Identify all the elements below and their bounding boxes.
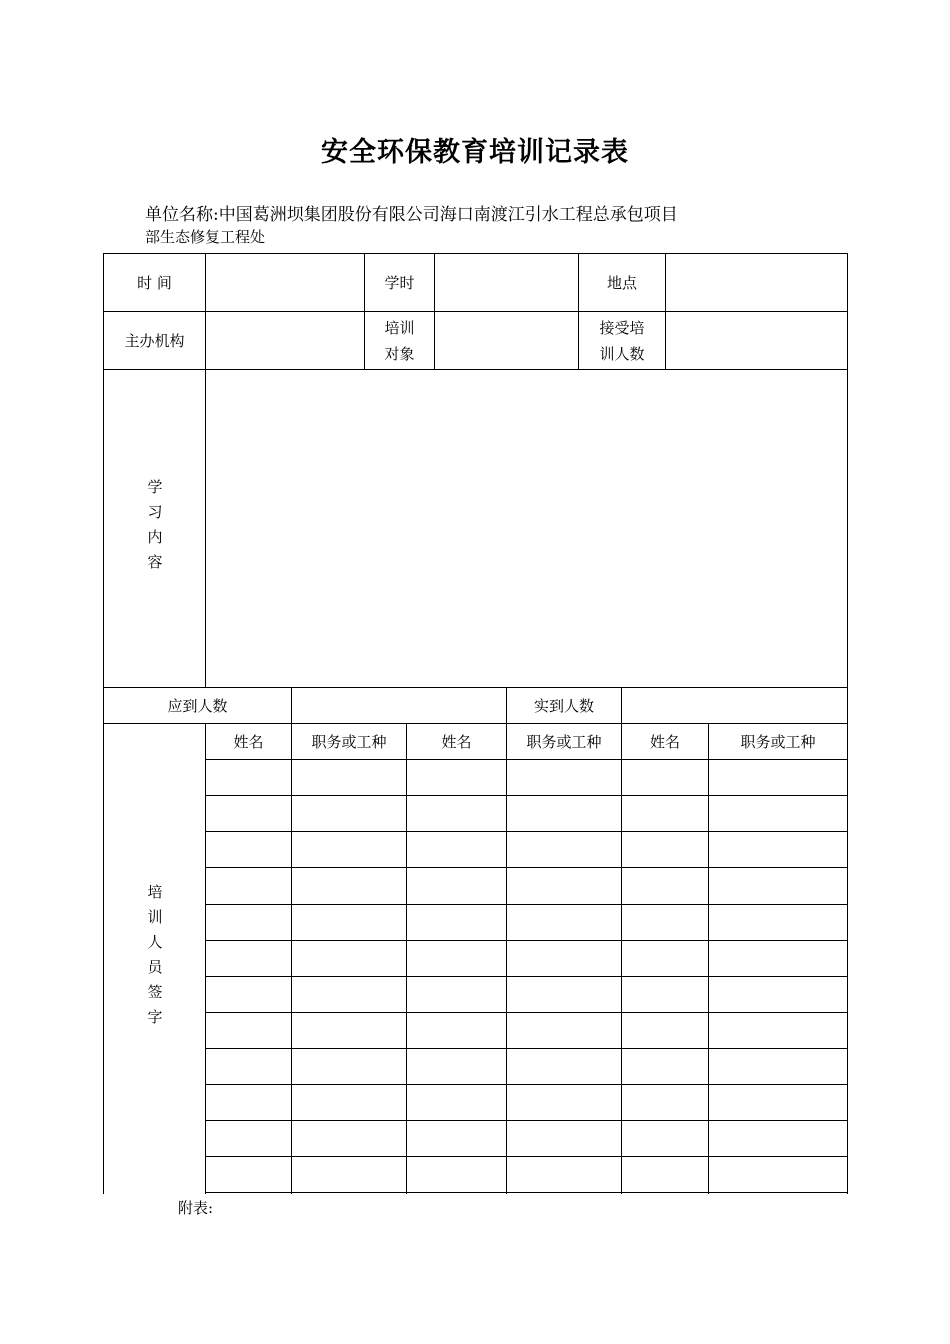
label-target-line-2: 对象 (384, 344, 415, 363)
sign-header-4: 职务或工种 (526, 732, 602, 751)
label-content (104, 370, 205, 687)
name-cell[interactable] (622, 832, 708, 867)
position-cell[interactable] (709, 1013, 847, 1048)
position-cell[interactable] (507, 796, 621, 831)
position-cell[interactable] (292, 941, 406, 976)
sign-header-3: 姓名 (441, 732, 472, 751)
name-cell[interactable] (407, 1121, 506, 1156)
position-cell[interactable] (507, 760, 621, 795)
position-cell[interactable] (709, 941, 847, 976)
name-cell[interactable] (206, 760, 291, 795)
organizer-value-cell[interactable] (206, 312, 364, 369)
label-time: 时 间 (137, 273, 172, 292)
name-cell[interactable] (407, 905, 506, 940)
name-cell[interactable] (622, 1085, 708, 1120)
label-content-text: 学习内容 (145, 478, 164, 579)
name-cell[interactable] (206, 941, 291, 976)
name-cell[interactable] (206, 796, 291, 831)
name-cell[interactable] (206, 1049, 291, 1084)
name-cell[interactable] (622, 796, 708, 831)
position-cell[interactable] (709, 1157, 847, 1192)
trainees-value-cell[interactable] (666, 312, 847, 369)
name-cell[interactable] (622, 1013, 708, 1048)
position-cell[interactable] (292, 868, 406, 903)
position-cell[interactable] (709, 868, 847, 903)
name-cell[interactable] (206, 868, 291, 903)
position-cell[interactable] (292, 796, 406, 831)
name-cell[interactable] (206, 832, 291, 867)
name-cell[interactable] (622, 977, 708, 1012)
name-cell[interactable] (407, 1013, 506, 1048)
position-cell[interactable] (709, 760, 847, 795)
actual-value-cell[interactable] (622, 688, 847, 723)
position-cell[interactable] (292, 760, 406, 795)
unit-name (145, 202, 785, 246)
position-cell[interactable] (709, 1121, 847, 1156)
position-cell[interactable] (507, 832, 621, 867)
name-cell[interactable] (206, 1157, 291, 1192)
label-target-line-1: 培训 (384, 318, 415, 337)
name-cell[interactable] (206, 1013, 291, 1048)
name-cell[interactable] (407, 977, 506, 1012)
position-cell[interactable] (507, 977, 621, 1012)
name-cell[interactable] (206, 1085, 291, 1120)
position-cell[interactable] (292, 1013, 406, 1048)
position-cell[interactable] (292, 977, 406, 1012)
target-value-cell[interactable] (435, 312, 578, 369)
position-cell[interactable] (507, 1013, 621, 1048)
position-cell[interactable] (292, 832, 406, 867)
content-value-cell[interactable] (206, 370, 847, 687)
position-cell[interactable] (709, 1085, 847, 1120)
name-cell[interactable] (622, 1157, 708, 1192)
name-cell[interactable] (622, 905, 708, 940)
label-expected: 应到人数 (167, 696, 228, 715)
label-trainees-line-1: 接受培 (599, 318, 645, 337)
position-cell[interactable] (709, 832, 847, 867)
sign-header-5: 姓名 (649, 732, 680, 751)
position-cell[interactable] (507, 1157, 621, 1192)
position-cell[interactable] (507, 868, 621, 903)
position-cell[interactable] (709, 1049, 847, 1084)
label-actual: 实到人数 (533, 696, 594, 715)
name-cell[interactable] (206, 905, 291, 940)
position-cell[interactable] (292, 1049, 406, 1084)
name-cell[interactable] (407, 1157, 506, 1192)
appendix-note: 附表: (178, 1199, 214, 1217)
position-cell[interactable] (507, 905, 621, 940)
name-cell[interactable] (407, 868, 506, 903)
location-value-cell[interactable] (666, 254, 847, 311)
sign-header-2: 职务或工种 (311, 732, 387, 751)
position-cell[interactable] (507, 1085, 621, 1120)
position-cell[interactable] (292, 1121, 406, 1156)
position-cell[interactable] (507, 941, 621, 976)
name-cell[interactable] (407, 796, 506, 831)
name-cell[interactable] (407, 760, 506, 795)
label-signature-text: 培训人员签字 (145, 884, 164, 1034)
name-cell[interactable] (407, 832, 506, 867)
position-cell[interactable] (507, 1121, 621, 1156)
name-cell[interactable] (622, 1121, 708, 1156)
name-cell[interactable] (407, 941, 506, 976)
unit-name-line-2: 部生态修复工程处 (145, 228, 266, 246)
position-cell[interactable] (292, 1157, 406, 1192)
name-cell[interactable] (206, 1121, 291, 1156)
name-cell[interactable] (407, 1085, 506, 1120)
label-signature (104, 724, 205, 1194)
label-organizer: 主办机构 (124, 331, 185, 350)
label-hours: 学时 (384, 273, 415, 292)
label-trainees (579, 312, 665, 369)
position-cell[interactable] (709, 905, 847, 940)
sign-header-1: 姓名 (233, 732, 264, 751)
sign-header-6: 职务或工种 (740, 732, 816, 751)
name-cell[interactable] (206, 977, 291, 1012)
time-value-cell[interactable] (206, 254, 364, 311)
label-trainees-line-2: 训人数 (599, 344, 645, 363)
expected-value-cell[interactable] (292, 688, 506, 723)
label-location: 地点 (606, 273, 637, 292)
hours-value-cell[interactable] (435, 254, 578, 311)
position-cell[interactable] (709, 796, 847, 831)
name-cell[interactable] (622, 941, 708, 976)
position-cell[interactable] (709, 977, 847, 1012)
name-cell[interactable] (622, 868, 708, 903)
name-cell[interactable] (407, 1049, 506, 1084)
position-cell[interactable] (507, 1049, 621, 1084)
document-title: 安全环保教育培训记录表 (321, 137, 629, 168)
name-cell[interactable] (622, 1049, 708, 1084)
position-cell[interactable] (292, 905, 406, 940)
name-cell[interactable] (622, 760, 708, 795)
unit-name-line-1: 单位名称:中国葛洲坝集团股份有限公司海口南渡江引水工程总承包项目 (145, 205, 678, 225)
label-target (365, 312, 434, 369)
position-cell[interactable] (292, 1085, 406, 1120)
